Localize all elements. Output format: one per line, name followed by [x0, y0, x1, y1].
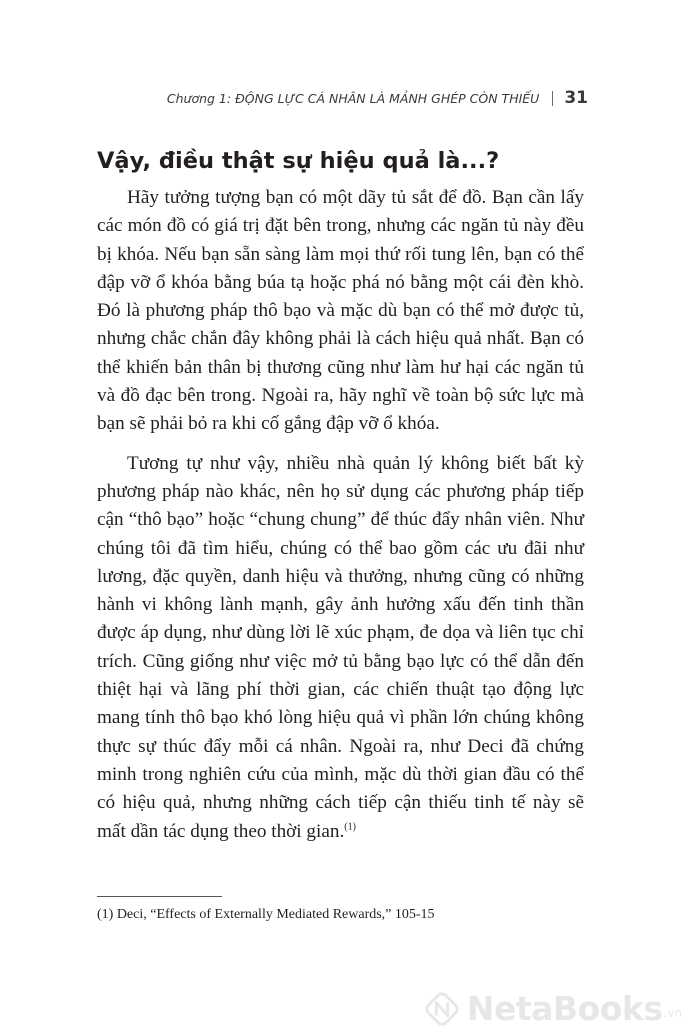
footnote-divider — [97, 896, 222, 897]
netabooks-logo-icon — [423, 990, 461, 1028]
header-divider — [552, 91, 553, 106]
paragraph-text: Tương tự như vậy, nhiều nhà quản lý không biết bất kỳ phương pháp nào khác, nên họ sử dụng các phương pháp tiếp cận “thô bạo” hoặc “chung chung” để thúc đẩy nhân viên. Như chúng tôi đã tìm hiểu, chúng có thể bao gồm các ưu đãi như lương, đặc quyền, danh hiệu và thưởng, nhưng cũng có những hành vi không lành mạnh, gây ảnh hưởng xấu đến tinh thần được áp dụng, như dùng lời lẽ xúc phạm, đe dọa và liên tục chỉ trích. Cũng giống như việc mở tủ bằng bạo lực có thể dẫn đến thiệt hại và lãng phí thời gian, các chiến thuật tạo động lực mang tính thô bạo khó lòng hiệu quả vì phần lớn chúng không thực sự thúc đẩy mỗi cá nhân. Ngoài ra, như Deci đã chứng minh trong nghiên cứu của mình, mặc dù thời gian đầu có thể có hiệu quả, nhưng những cách tiếp cận thiếu tinh tế này sẽ mất dần tác dụng theo thời gian. — [97, 452, 584, 842]
paragraph-text: Hãy tưởng tượng bạn có một dãy tủ sắt để đồ. Bạn cần lấy các món đồ có giá trị đặt bên trong, nhưng các ngăn tủ này đều bị khóa. Nếu bạn sẵn sàng làm mọi thứ rối tung lên, bạn có thể đập vỡ ổ khóa bằng búa tạ hoặc phá nó bằng một cái đèn khò. Đó là phương pháp thô bạo và mặc dù bạn có thể mở được tủ, nhưng chắc chắn đây không phải là cách hiệu quả nhất. Bạn có thể khiến bản thân bị thương cũng như làm hư hại các ngăn tủ và đồ đạc bên trong. Ngoài ra, hãy nghĩ về toàn bộ sức lực mà bạn sẽ phải bỏ ra khi cố gắng đập vỡ ổ khóa. — [97, 187, 584, 435]
section-heading: Vậy, điều thật sự hiệu quả là...? — [97, 148, 500, 174]
watermark-brand: NetaBooks — [466, 989, 663, 1028]
paragraph — [97, 450, 584, 846]
watermark — [423, 989, 682, 1028]
watermark-suffix: .vn — [663, 1006, 682, 1020]
body-text — [97, 184, 584, 846]
paragraph — [97, 184, 584, 439]
chapter-title: Chương 1: ĐỘNG LỰC CÁ NHÂN LÀ MẢNH GHÉP CÒN THIẾU — [166, 90, 540, 106]
page-number: 31 — [564, 88, 588, 108]
footnote-reference: (1) — [344, 821, 356, 833]
running-header — [167, 88, 588, 108]
footnote: (1) Deci, “Effects of Externally Mediated Rewards,” 105-15 — [97, 907, 435, 922]
